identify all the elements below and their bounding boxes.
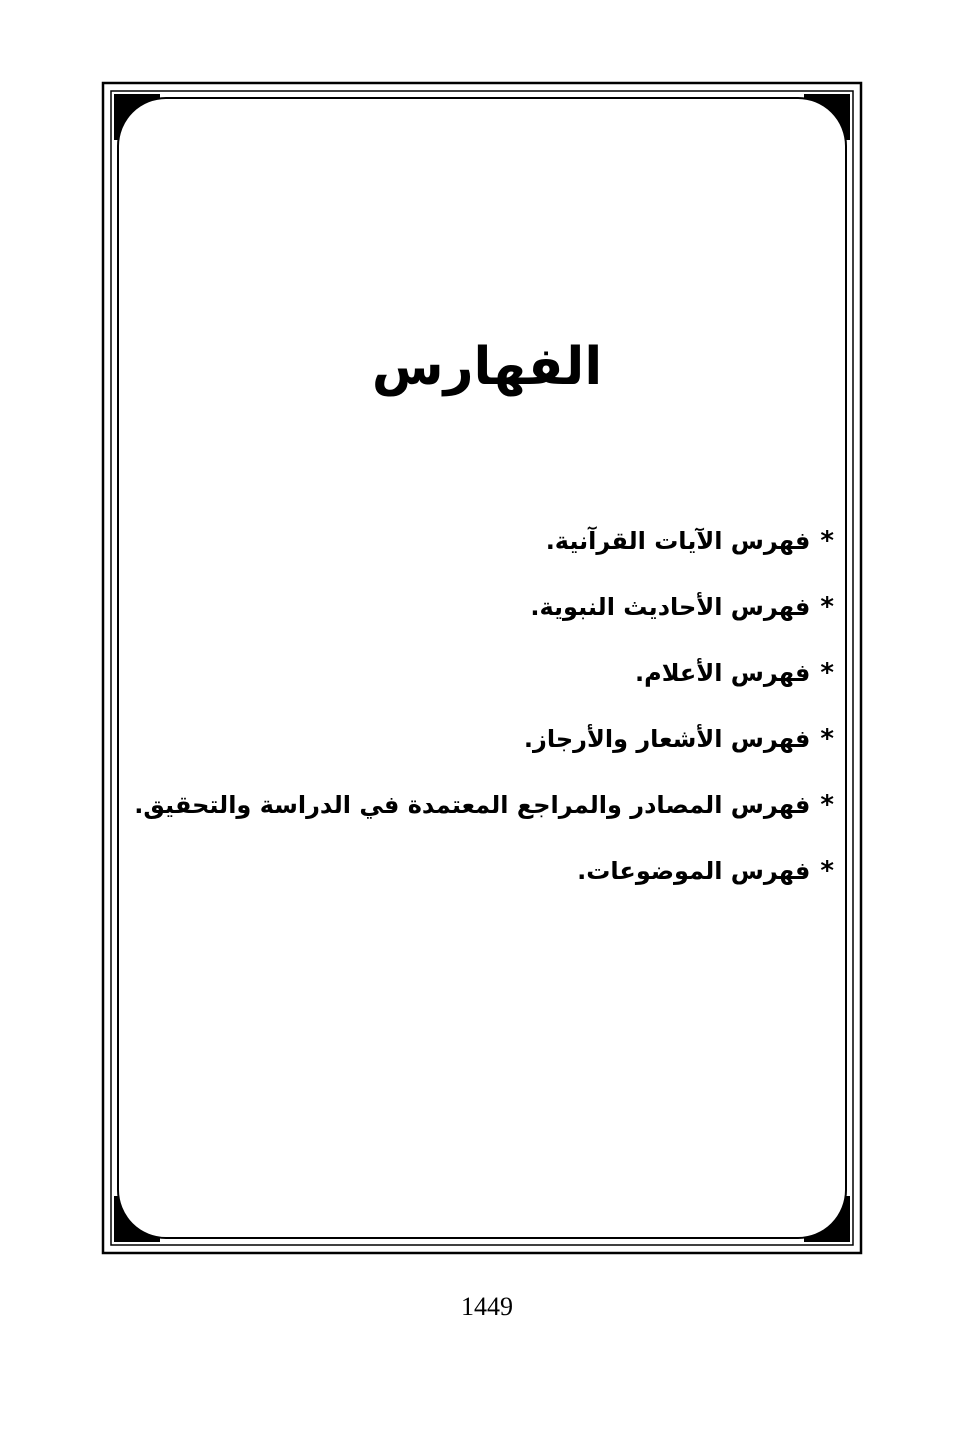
page-title: الفهارس [371,337,603,397]
page-number: 1449 [461,1292,513,1321]
list-item [134,574,834,640]
list-item-text: فهرس الآيات القرآنية. [545,527,811,555]
asterisk-bullet-icon: * [820,592,834,622]
list-item [134,838,834,904]
asterisk-bullet-icon: * [820,658,834,688]
asterisk-bullet-icon: * [820,856,834,886]
list-item-text: فهرس الأعلام. [635,659,811,687]
index-list [134,508,834,904]
list-item-text: فهرس الأحاديث النبوية. [530,593,811,621]
list-item-text: فهرس الأشعار والأرجاز. [523,725,811,753]
list-item [134,706,834,772]
list-item-text: فهرس المصادر والمراجع المعتمدة في الدراسة والتحقيق. [134,791,811,819]
list-item-text: فهرس الموضوعات. [577,857,811,885]
list-item [134,772,834,838]
list-item [134,508,834,574]
asterisk-bullet-icon: * [820,526,834,556]
list-item [134,640,834,706]
asterisk-bullet-icon: * [820,724,834,754]
asterisk-bullet-icon: * [820,790,834,820]
